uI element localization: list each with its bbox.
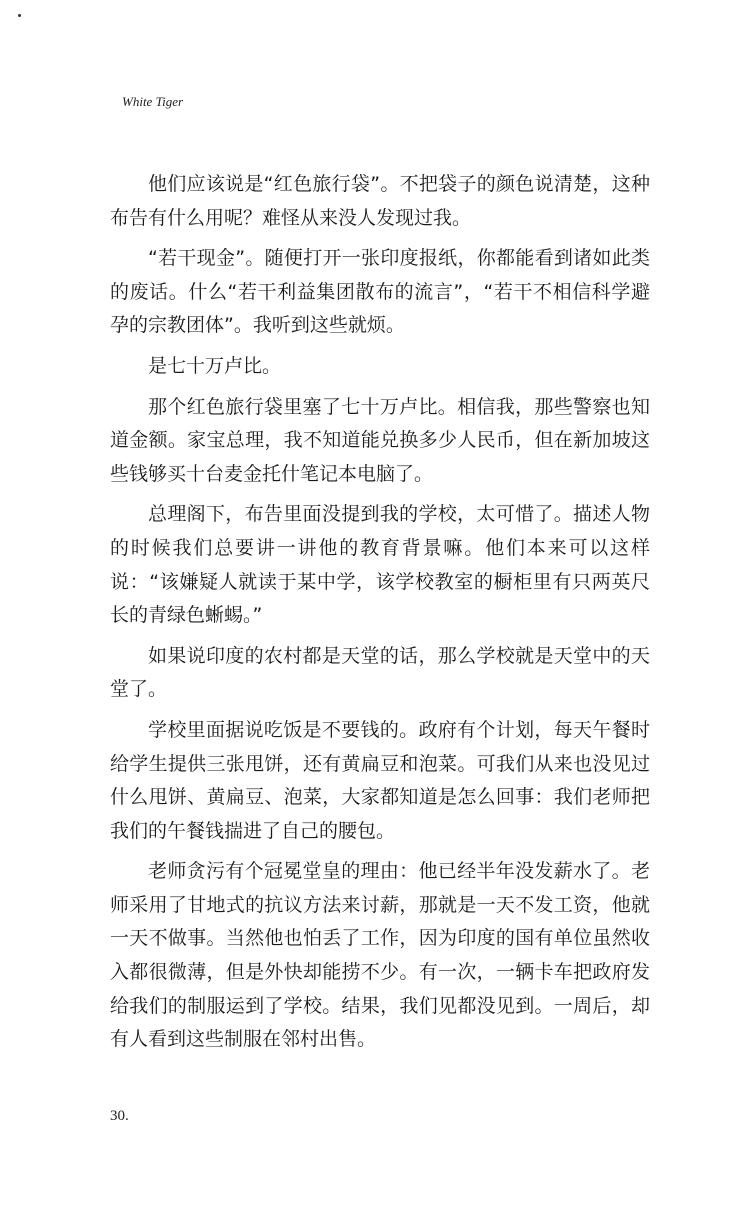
scan-speck — [18, 14, 21, 17]
paragraph-1: 他们应该说是“红色旅行袋”。不把袋子的颜色说清楚，这种布告有什么用呢？难怪从来没人发现过我。 — [110, 173, 650, 229]
paragraph-8: 老师贪污有个冠冕堂皇的理由：他已经半年没发薪水了。老师采用了甘地式的抗议方法来讨薪，那就是一天不发工资，他就一天不做事。当然他也怕丢了工作，因为印度的国有单位虽然收入都很微薄，但是外快却能捞不少。有一次，一辆卡车把政府发给我们的制服运到了学校。结果，我们见都没见到。一周后，却有人看到这些制服在邻村出售。 — [110, 860, 650, 1051]
paragraph-2: “若干现金”。随便打开一张印度报纸，你都能看到诸如此类的废话。什么“若干利益集团散布的流言”，“若干不相信科学避孕的宗教团体”。我听到这些就烦。 — [110, 247, 650, 337]
paragraph-5: 总理阁下，布告里面没提到我的学校，太可惜了。描述人物的时候我们总要讲一讲他的教育背景嘛。他们本来可以这样说：“该嫌疑人就读于某中学，该学校教室的橱柜里有只两英尺长的青绿色蜥蜴。” — [110, 503, 650, 627]
paragraph-6: 如果说印度的农村都是天堂的话，那么学校就是天堂中的天堂了。 — [110, 644, 650, 701]
running-title: White Tiger — [122, 94, 184, 109]
paragraph-4: 那个红色旅行袋里塞了七十万卢比。相信我，那些警察也知道金额。家宝总理，我不知道能兑换多少人民币，但在新加坡这些钱够买十台麦金托什笔记本电脑了。 — [110, 395, 650, 485]
paragraph-3: 是七十万卢比。 — [148, 354, 282, 377]
page-number: 30. — [110, 1108, 129, 1124]
body-text — [110, 168, 650, 1064]
paragraph-7: 学校里面据说吃饭是不要钱的。政府有个计划，每天午餐时给学生提供三张甩饼，还有黄扁豆和泡菜。可我们从来也没见过什么甩饼、黄扁豆、泡菜，大家都知道是怎么回事：我们老师把我们的午餐钱揣进了自己的腰包。 — [110, 718, 650, 842]
